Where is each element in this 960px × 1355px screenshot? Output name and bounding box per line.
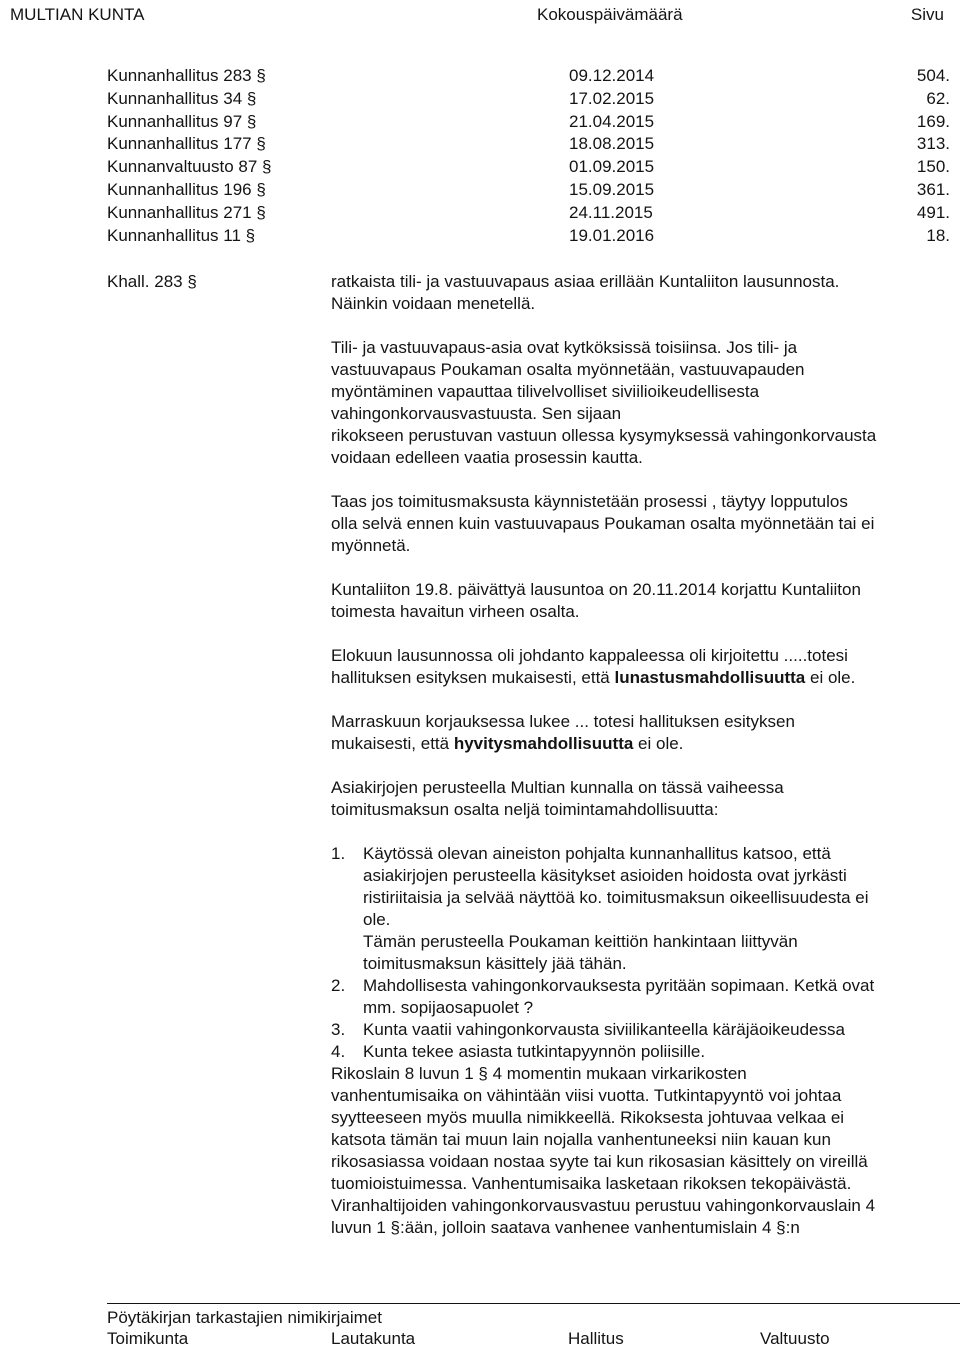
paragraph-text: Elokuun lausunnossa oli johdanto kappaleessa oli kirjoitettu .....totesi hallituksen esityksen mukaisesti, että	[331, 646, 848, 687]
footer-body-lautakunta: Lautakunta	[331, 1329, 416, 1348]
paragraph-text: ei ole.	[633, 734, 684, 753]
list-item	[331, 1019, 959, 1041]
list-item	[331, 1041, 959, 1063]
meeting-date-label: Kokouspäivämäärä	[537, 5, 683, 24]
list-number: 4.	[331, 1042, 346, 1061]
reference-row	[107, 133, 950, 156]
paragraph	[331, 711, 959, 755]
reference-page: 150.	[916, 157, 950, 177]
paragraph: Taas jos toimitusmaksusta käynnistetään prosessi , täytyy lopputulos olla selvä ennen kuin vastuuvapaus Poukaman osalta myönnetään tai ei myönnetä.	[331, 492, 875, 555]
emphasis-text: lunastusmahdollisuutta	[614, 668, 806, 687]
footer-divider	[107, 1303, 960, 1304]
reference-date: 01.09.2015	[569, 157, 655, 177]
list-item-text: Käytössä olevan aineiston pohjalta kunnanhallitus katsoo, että asiakirjojen perusteella käsitykset asioiden hoidosta ovat jyrkästi ristiriitaisia ja selvää näyttöä ko. toimitusmaksun oikeellisuudesta ei ole. Tämän perusteella Poukaman keittiön hankintaan liittyvän toimitusmaksun käsittely jää tähän.	[363, 844, 869, 973]
paragraph: Tili- ja vastuuvapaus-asia ovat kytköksissä toisiinsa. Jos tili- ja vastuuvapaus Poukaman osalta myönnetään, vastuuvapauden myöntäminen vapauttaa tilivelvolliset siviilioikeudellisesta vahingonkorvausvastuusta. Sen sijaan rikokseen perustuvan vastuun ollessa kysymyksessä vahingonkorvausta voidaan edelleen vaatia prosessin kautta.	[331, 338, 877, 467]
reference-row	[107, 111, 950, 134]
section-label: Khall. 283 §	[107, 272, 197, 291]
reference-row	[107, 88, 950, 111]
list-item-text: Kunta tekee asiasta tutkintapyynnön poliisille.	[363, 1042, 706, 1061]
list-number: 2.	[331, 976, 346, 995]
emphasis-text: hyvitysmahdollisuutta	[453, 734, 634, 753]
reference-body: Kunnanhallitus 196 §	[107, 179, 266, 199]
reference-page: 361.	[916, 179, 950, 199]
reference-body: Kunnanvaltuusto 87 §	[107, 157, 272, 177]
paragraph: Kuntaliiton 19.8. päivättyä lausuntoa on 20.11.2014 korjattu Kuntaliiton toimesta havaitun virheen osalta.	[331, 580, 861, 621]
reference-body: Kunnanhallitus 11 §	[107, 225, 256, 245]
reference-row	[107, 65, 950, 88]
reference-body: Kunnanhallitus 271 §	[107, 202, 266, 222]
minutes-body	[331, 271, 959, 1239]
reference-date: 09.12.2014	[569, 66, 655, 85]
list-item	[331, 843, 959, 975]
reference-date: 15.09.2015	[569, 179, 655, 199]
reference-page: 169.	[916, 111, 950, 131]
reference-row	[107, 225, 950, 248]
reference-page: 62.	[926, 88, 950, 108]
footer-body-valtuusto: Valtuusto	[760, 1329, 830, 1348]
paragraph	[331, 645, 959, 689]
reference-page: 491.	[916, 202, 950, 222]
reference-date: 18.08.2015	[569, 134, 655, 154]
list-number: 3.	[331, 1020, 346, 1039]
reference-body: Kunnanhallitus 34 §	[107, 88, 257, 108]
reference-row	[107, 202, 950, 225]
paragraph-text: ei ole.	[805, 668, 856, 687]
footer-body-hallitus: Hallitus	[568, 1329, 624, 1348]
options-list	[331, 843, 959, 1063]
reference-date: 19.01.2016	[569, 225, 655, 245]
reference-date: 17.02.2015	[569, 88, 655, 108]
reference-table	[107, 65, 950, 247]
reference-page: 18.	[926, 225, 950, 245]
reference-body: Kunnanhallitus 283 §	[107, 66, 266, 85]
footer-body-toimikunta: Toimikunta	[107, 1329, 189, 1348]
paragraph: ratkaista tili- ja vastuuvapaus asiaa erillään Kuntaliiton lausunnosta. Näinkin voidaan menetellä.	[331, 272, 840, 313]
paragraph: Asiakirjojen perusteella Multian kunnalla on tässä vaiheessa toimitusmaksun osalta neljä toimintamahdollisuutta:	[331, 778, 784, 819]
list-number: 1.	[331, 844, 346, 863]
reference-row	[107, 179, 950, 202]
list-item	[331, 975, 959, 1019]
reference-page: 313.	[916, 134, 950, 154]
reference-body: Kunnanhallitus 97 §	[107, 111, 257, 131]
reference-row	[107, 156, 950, 179]
reference-date: 24.11.2015	[569, 202, 653, 222]
list-item-text: Mahdollisesta vahingonkorvauksesta pyritään sopimaan. Ketkä ovat mm. sopijaosapuolet ?	[363, 976, 875, 1017]
closing-paragraph: Rikoslain 8 luvun 1 § 4 momentin mukaan virkarikosten vanhentumisaika on vähintään viisi vuotta. Tutkintapyyntö voi johtaa syytteeseen myös muulla nimikkeellä. Rikoksesta johtuvaa velkaa ei katsota tämän tai muun lain nojalla vanhentuneeksi niin kauan kun rikosasiassa voidaan nostaa syyte tai kun rikosasian käsittely on vireillä tuomioistuimessa. Vanhentumisaika lasketaan rikoksen tekopäivästä. Viranhaltijoiden vahingonkorvausvastuu perustuu vahingonkorvauslain 4 luvun 1 §:ään, jolloin saatava vanhenee vanhentumislain 4 §:n	[331, 1064, 876, 1237]
page-label: Sivu	[910, 5, 944, 24]
list-item-text: Kunta vaatii vahingonkorvausta siviilikanteella käräjäoikeudessa	[363, 1020, 845, 1039]
footer-title: Pöytäkirjan tarkastajien nimikirjaimet	[107, 1308, 382, 1327]
paragraph-text: Marraskuun korjauksessa lukee ... totesi hallituksen esityksen mukaisesti, että	[331, 712, 795, 753]
reference-page: 504.	[916, 66, 950, 85]
municipality-name: MULTIAN KUNTA	[10, 5, 145, 24]
reference-body: Kunnanhallitus 177 §	[107, 134, 266, 154]
reference-date: 21.04.2015	[569, 111, 655, 131]
